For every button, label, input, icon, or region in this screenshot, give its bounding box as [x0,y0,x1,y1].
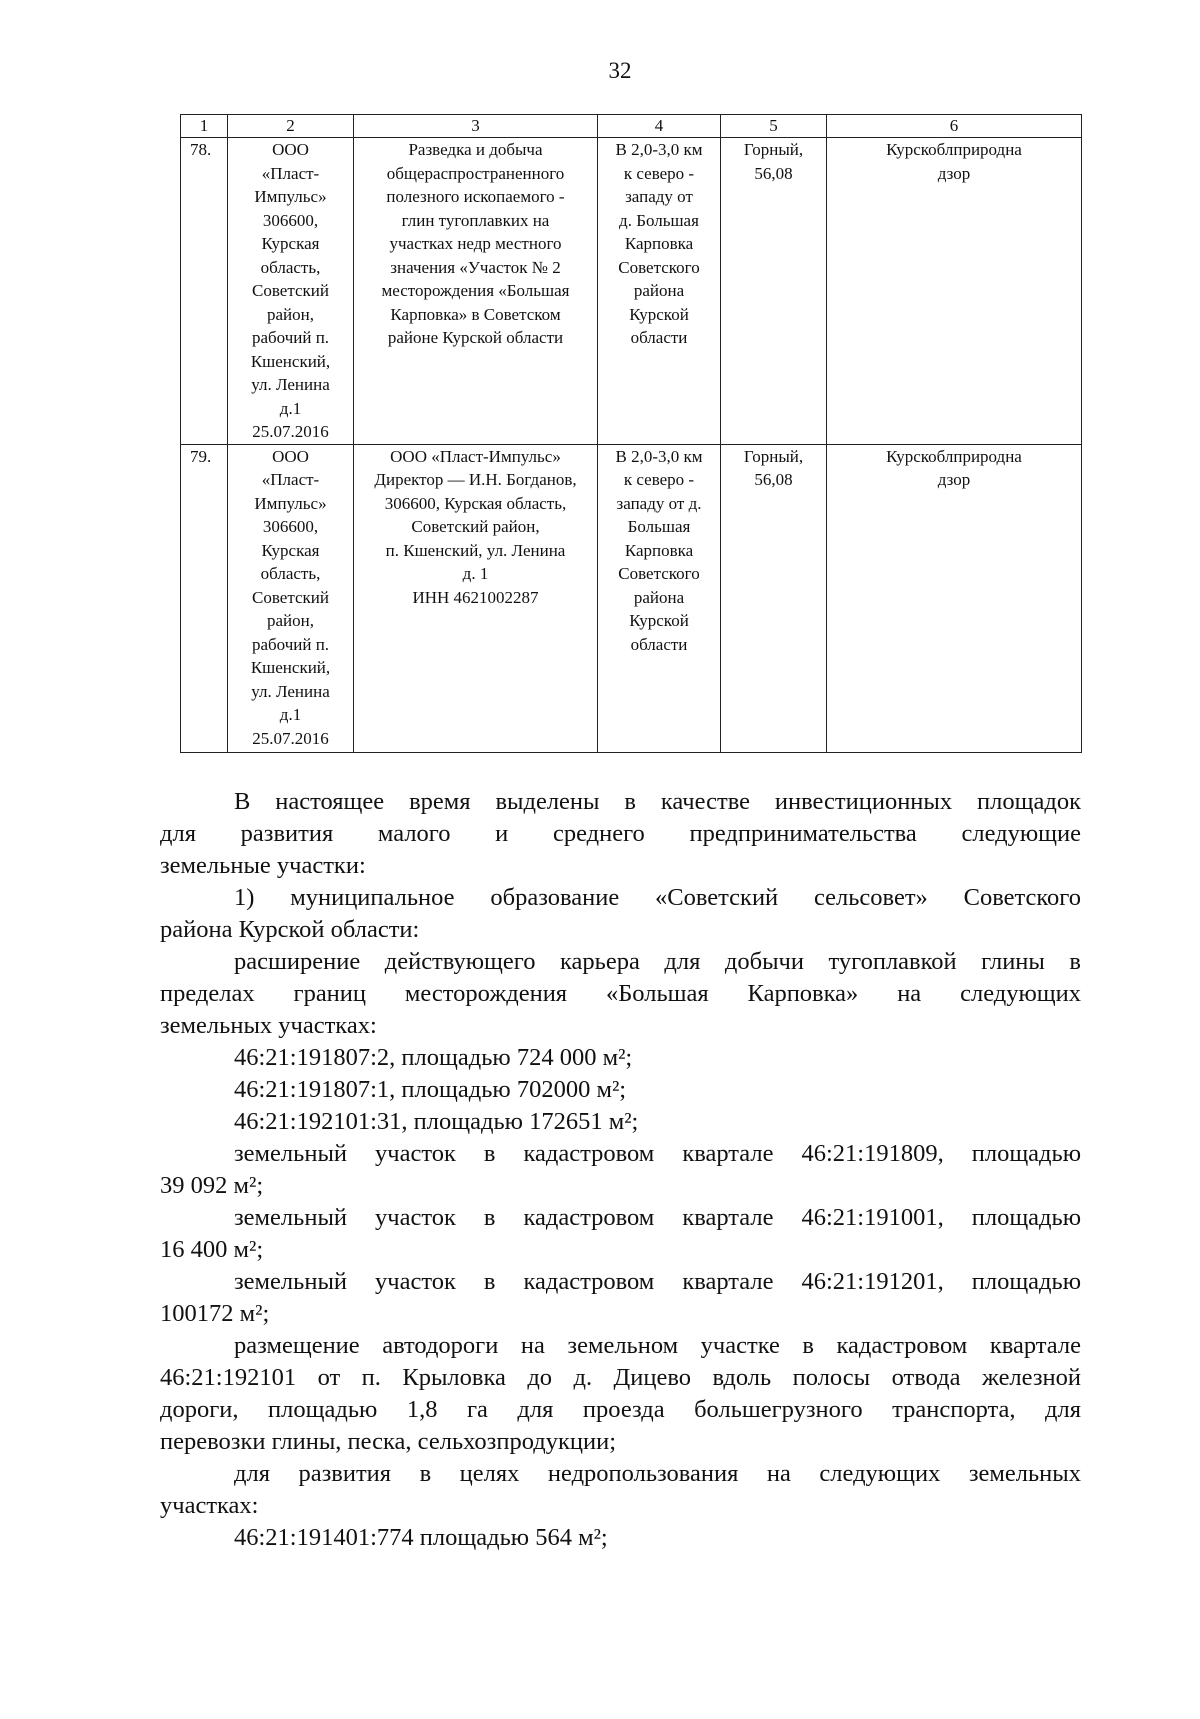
allotment-type-cell: Горный, 56,08 [721,138,827,445]
page-number: 32 [608,58,632,83]
table-row [181,444,1082,752]
body-text [160,786,1081,1554]
column-header: 5 [721,115,827,138]
authority-cell: Курскоблприродна дзор [827,138,1082,445]
paragraph-line: пределах границ месторождения «Большая Карповка» на следующих [160,980,1081,1007]
column-header: 6 [827,115,1082,138]
location-cell: В 2,0-3,0 км к северо - западу от д. Большая Карповка Советского района Курской области [598,444,721,752]
row-number: 79. [181,444,228,752]
paragraph-line: участках: [160,1492,259,1519]
paragraph-line: для развития малого и среднего предпринимательства следующие [160,820,1081,847]
location-cell: В 2,0-3,0 км к северо - западу от д. Большая Карповка Советского района Курской области [598,138,721,445]
paragraph-line: 46:21:192101 от п. Крыловка до д. Дицево вдоль полосы отвода железной [160,1364,1081,1391]
paragraph-line: района Курской области: [160,916,420,943]
plot-line: 46:21:191401:774 площадью 564 м²; [234,1524,608,1551]
table-row [181,138,1082,445]
plot-line: 46:21:192101:31, площадью 172651 м²; [234,1108,639,1135]
allotment-type-cell: Горный, 56,08 [721,444,827,752]
company-cell: ООО «Пласт- Импульс» 306600, Курская область, Советский район, рабочий п. Кшенский, ул. Ленина д.1 25.07.2016 [228,138,354,445]
paragraph-line: земельный участок в кадастровом квартале 46:21:191201, площадью [234,1268,1081,1295]
purpose-cell: ООО «Пласт-Импульс» Директор — И.Н. Богданов, 306600, Курская область, Советский район, п. Кшенский, ул. Ленина д. 1 ИНН 4621002287 [354,444,598,752]
paragraph-line: для развития в целях недропользования на следующих земельных [234,1460,1081,1487]
paragraph-line: 16 400 м²; [160,1236,264,1263]
row-number: 78. [181,138,228,445]
plot-line: 46:21:191807:2, площадью 724 000 м²; [234,1044,633,1071]
paragraph-line: 39 092 м²; [160,1172,264,1199]
paragraph-line: земельных участках: [160,1012,377,1039]
register-table [180,114,1082,753]
paragraph-line: 100172 м²; [160,1300,270,1327]
paragraph-line: 1) муниципальное образование «Советский сельсовет» Советского [234,884,1081,911]
paragraph-line: дороги, площадью 1,8 га для проезда большегрузного транспорта, для [160,1396,1081,1423]
purpose-cell: Разведка и добыча общераспространенного полезного ископаемого - глин тугоплавких на участках недр местного значения «Участок № 2 месторождения «Большая Карповка» в Советском районе Курской области [354,138,598,445]
column-header: 4 [598,115,721,138]
authority-cell: Курскоблприродна дзор [827,444,1082,752]
paragraph-line: расширение действующего карьера для добычи тугоплавкой глины в [234,948,1081,975]
paragraph-line: земельный участок в кадастровом квартале 46:21:191809, площадью [234,1140,1081,1167]
paragraph-line: земельные участки: [160,852,366,879]
paragraph-line: земельный участок в кадастровом квартале 46:21:191001, площадью [234,1204,1081,1231]
plot-line: 46:21:191807:1, площадью 702000 м²; [234,1076,627,1103]
company-cell: ООО «Пласт- Импульс» 306600, Курская область, Советский район, рабочий п. Кшенский, ул. Ленина д.1 25.07.2016 [228,444,354,752]
paragraph-line: размещение автодороги на земельном участке в кадастровом квартале [234,1332,1081,1359]
paragraph-line: В настоящее время выделены в качестве инвестиционных площадок [234,788,1081,815]
column-header: 3 [354,115,598,138]
column-header: 2 [228,115,354,138]
table-header-row [181,115,1082,138]
paragraph-line: перевозки глины, песка, сельхозпродукции; [160,1428,617,1455]
column-header: 1 [181,115,228,138]
